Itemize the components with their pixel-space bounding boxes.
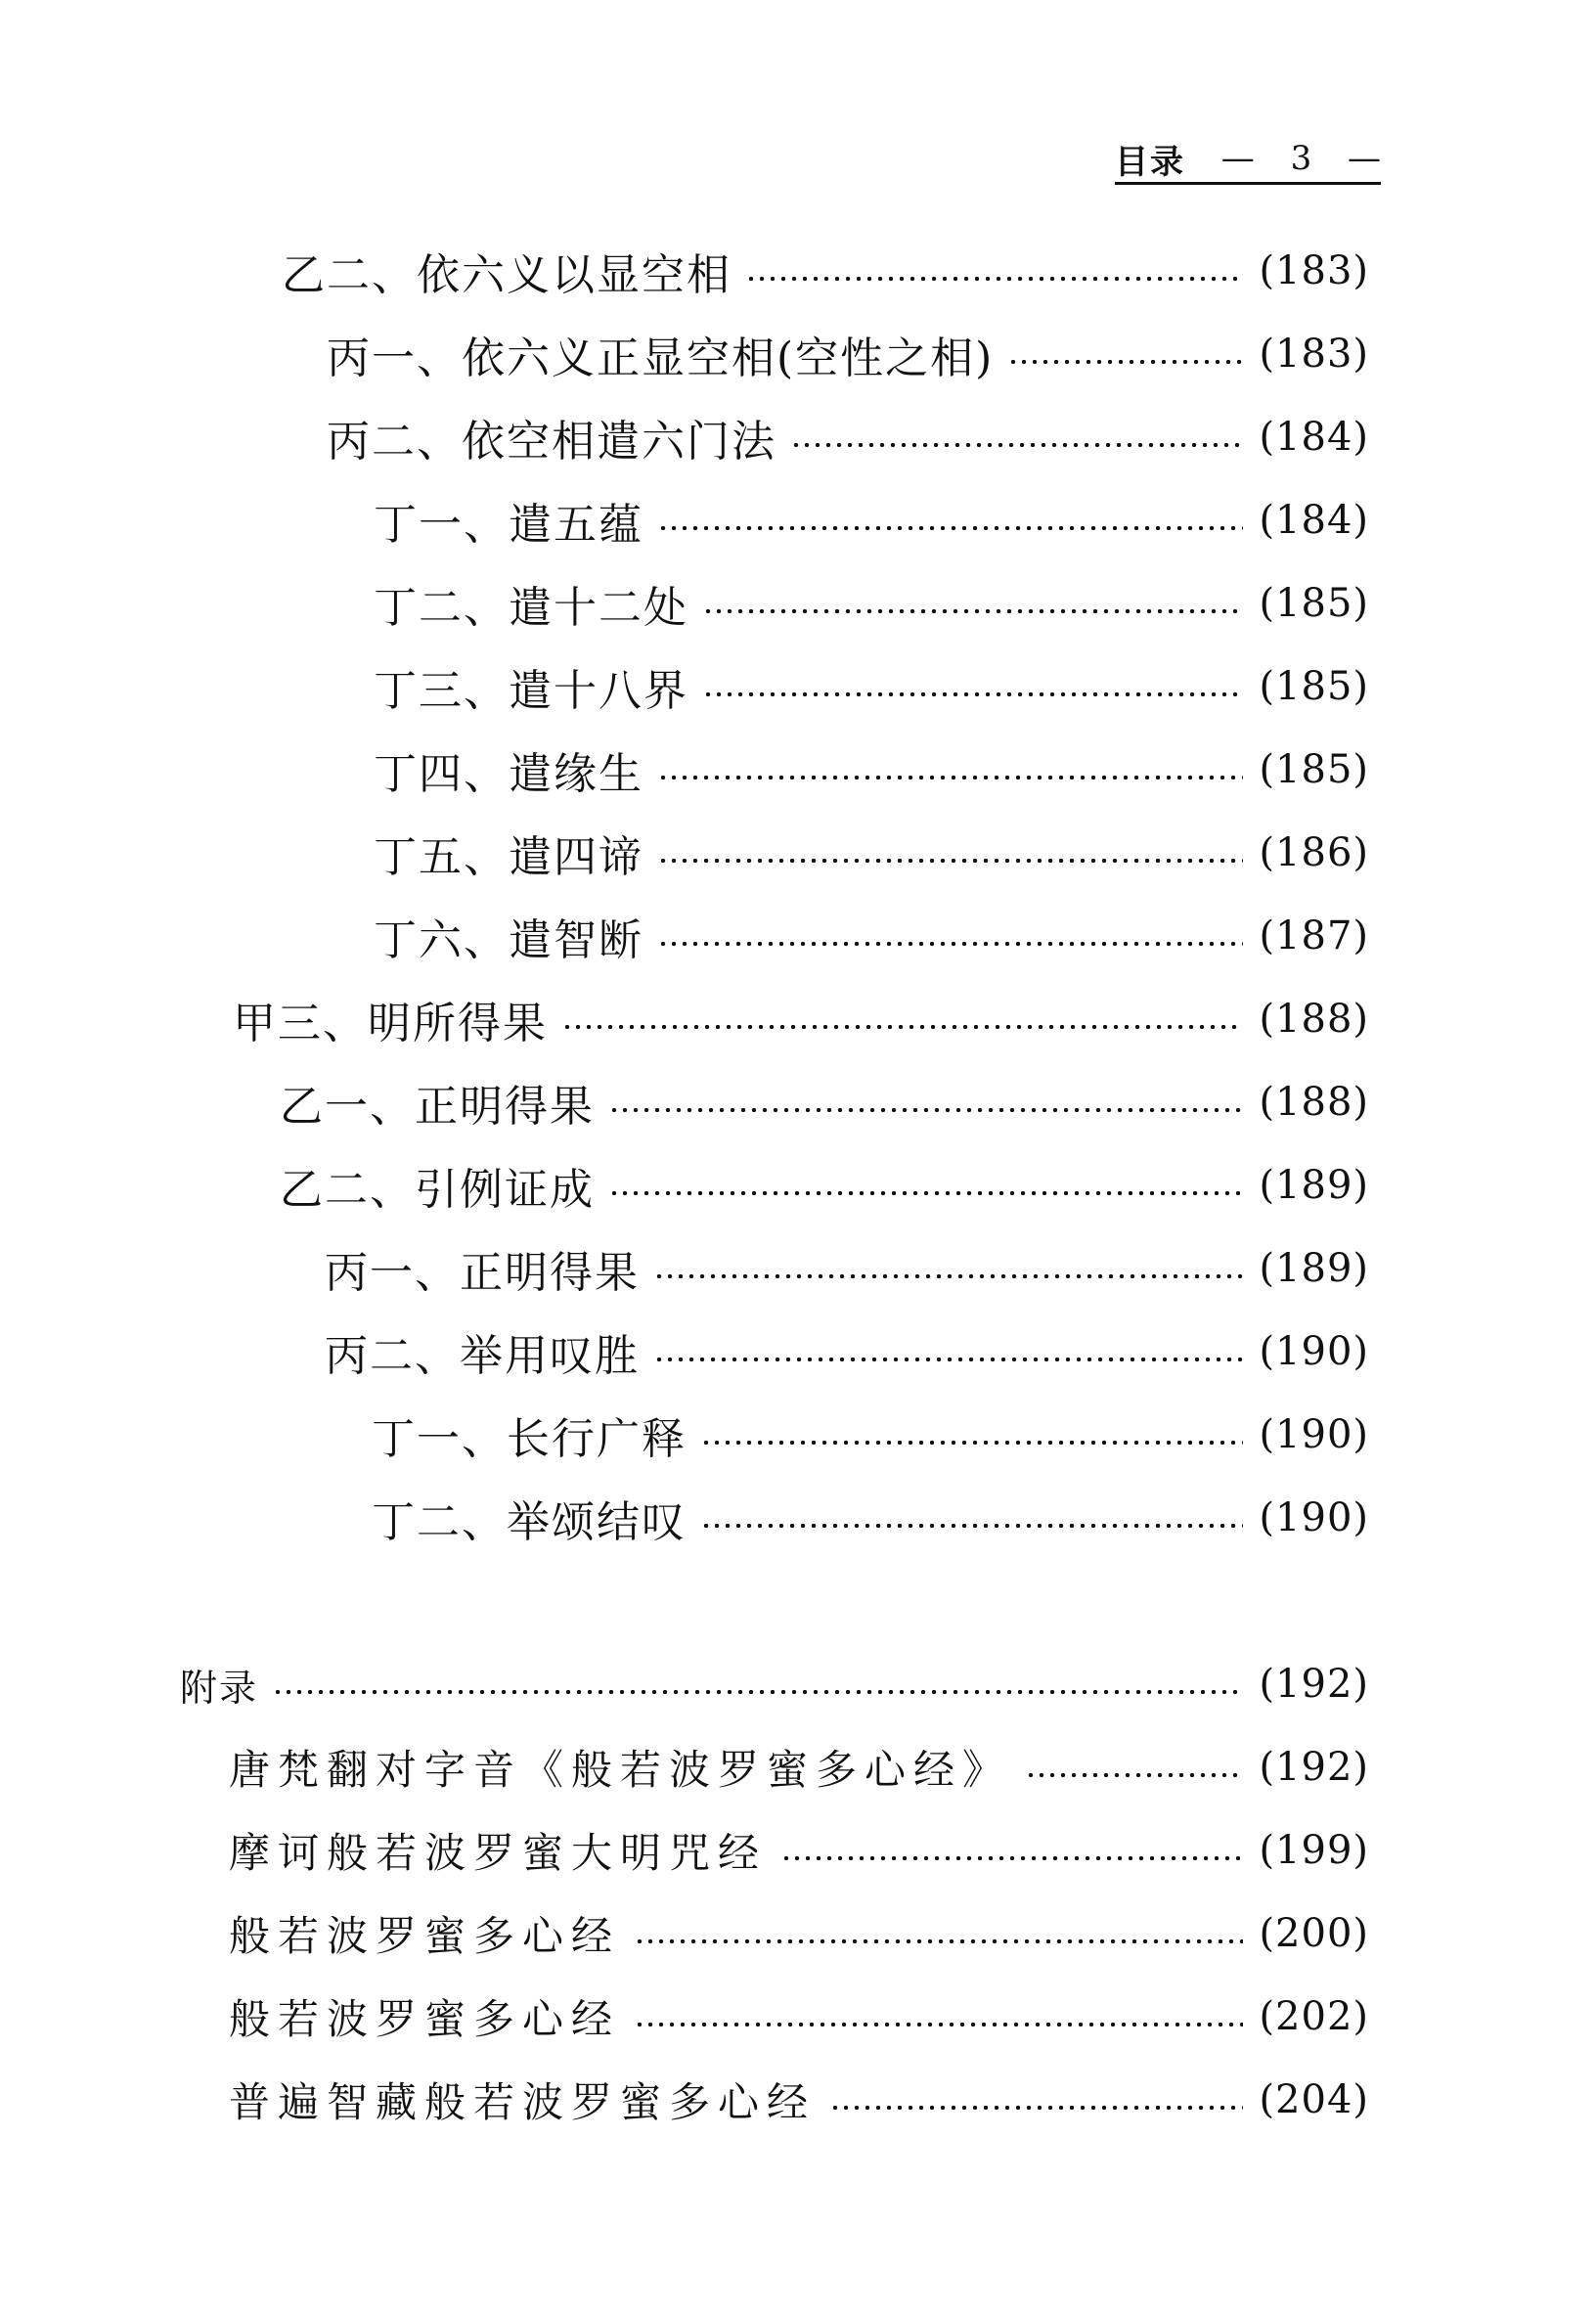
toc-appendix-item-label: 摩诃般若波罗蜜大明咒经 — [229, 1829, 768, 1877]
toc-dot-leader — [565, 1025, 1243, 1029]
toc-appendix-item-page: (192) — [1259, 1745, 1369, 1790]
toc-entry-label: 丙二、举用叹胜 — [325, 1331, 640, 1381]
toc-dot-leader — [612, 1191, 1243, 1195]
toc-dot-leader — [1029, 1773, 1243, 1777]
toc-dot-leader — [784, 1856, 1243, 1860]
toc-entry-label: 丁四、遣缘生 — [374, 749, 643, 799]
toc-dot-leader — [704, 1441, 1243, 1445]
toc-appendix-item[interactable] — [229, 1987, 1369, 2046]
toc-entry-page: (188) — [1259, 1080, 1369, 1125]
toc-entry-page: (185) — [1259, 664, 1369, 709]
toc-entry-page: (190) — [1259, 1495, 1369, 1540]
toc-entry-label: 乙二、引例证成 — [280, 1165, 595, 1215]
toc-appendix-page: (192) — [1259, 1662, 1369, 1707]
toc-entry[interactable] — [327, 408, 1369, 467]
toc-entry-page: (184) — [1259, 415, 1369, 460]
toc-entry-label: 丁一、遣五蕴 — [374, 500, 643, 550]
toc-dot-leader — [661, 526, 1243, 530]
toc-entry-label: 丁二、遣十二处 — [374, 583, 688, 633]
toc-entry-label: 丁六、遣智断 — [374, 915, 643, 965]
toc-entry[interactable] — [374, 574, 1369, 633]
toc-entry-label: 乙二、依六义以显空相 — [282, 250, 732, 300]
toc-dot-leader — [638, 1939, 1243, 1943]
toc-dot-leader — [833, 2106, 1243, 2110]
toc-appendix-item-page: (199) — [1259, 1828, 1369, 1873]
toc-dot-leader — [706, 692, 1243, 696]
toc-dot-leader — [638, 2023, 1243, 2026]
toc-appendix-item-page: (204) — [1259, 2077, 1369, 2122]
toc-entry[interactable] — [325, 1239, 1369, 1298]
running-head-title: 目录 — [1115, 142, 1185, 182]
toc-entry-page: (189) — [1259, 1163, 1369, 1208]
toc-entry-label: 丙一、正明得果 — [325, 1248, 640, 1298]
toc-entry-page: (185) — [1259, 581, 1369, 626]
toc-dot-leader — [704, 1524, 1243, 1528]
toc-entry[interactable] — [374, 491, 1369, 550]
toc-entry-page: (183) — [1259, 332, 1369, 377]
toc-entry[interactable] — [372, 1405, 1369, 1464]
toc-entry-label: 丙一、依六义正显空相(空性之相) — [327, 334, 995, 383]
toc-entry-page: (186) — [1259, 830, 1369, 875]
toc-entry-page: (187) — [1259, 913, 1369, 958]
toc-entry[interactable] — [325, 1322, 1369, 1381]
toc-appendix-heading[interactable] — [180, 1655, 1369, 1714]
toc-dot-leader — [657, 1358, 1243, 1361]
toc-entry-label: 丁五、遣四谛 — [374, 832, 643, 882]
toc-entry[interactable] — [374, 907, 1369, 965]
toc-dot-leader — [794, 443, 1243, 447]
toc-entry-page: (189) — [1259, 1246, 1369, 1291]
toc-entry-label: 丁三、遣十八界 — [374, 666, 688, 716]
running-head-page-number: 3 — [1290, 139, 1312, 178]
toc-entry[interactable] — [327, 325, 1369, 383]
toc-entry[interactable] — [280, 1156, 1369, 1215]
toc-appendix-item-label: 般若波罗蜜多心经 — [229, 1995, 621, 2043]
toc-dot-leader — [661, 859, 1243, 863]
toc-appendix-item[interactable] — [229, 1904, 1369, 1963]
toc-entry-label: 丁二、举颂结叹 — [372, 1497, 687, 1547]
toc-entry-page: (190) — [1259, 1329, 1369, 1374]
running-head-dash-left: — — [1220, 139, 1255, 178]
toc-entry[interactable] — [282, 242, 1369, 300]
toc-entry-label: 乙一、正明得果 — [280, 1082, 595, 1132]
toc-entry-label: 丁一、长行广释 — [372, 1414, 687, 1464]
toc-entry-page: (183) — [1259, 248, 1369, 293]
toc-appendix-item-label: 唐梵翻对字音《般若波罗蜜多心经》 — [229, 1746, 1012, 1794]
toc-entry[interactable] — [280, 1073, 1369, 1132]
toc-appendix-item-label: 普遍智藏般若波罗蜜多心经 — [229, 2078, 817, 2126]
toc-appendix-label: 附录 — [180, 1666, 259, 1710]
toc-appendix-item[interactable] — [229, 1738, 1369, 1797]
toc-dot-leader — [1011, 360, 1243, 364]
toc-appendix-item-page: (202) — [1259, 1994, 1369, 2039]
toc-entry-page: (188) — [1259, 997, 1369, 1042]
toc-appendix-item-label: 般若波罗蜜多心经 — [229, 1912, 621, 1960]
toc-entry[interactable] — [233, 990, 1369, 1048]
toc-dot-leader — [706, 609, 1243, 613]
toc-appendix-item[interactable] — [229, 2071, 1369, 2129]
toc-dot-leader — [657, 1274, 1243, 1278]
toc-entry-label: 丙二、依空相遣六门法 — [327, 417, 776, 467]
toc-dot-leader — [661, 776, 1243, 779]
toc-dot-leader — [612, 1108, 1243, 1112]
toc-appendix-item-page: (200) — [1259, 1911, 1369, 1956]
toc-dot-leader — [276, 1690, 1243, 1694]
toc-appendix-item[interactable] — [229, 1821, 1369, 1880]
toc-entry-page: (190) — [1259, 1412, 1369, 1457]
toc-dot-leader — [661, 942, 1243, 946]
toc-entry-page: (184) — [1259, 498, 1369, 543]
toc-entry[interactable] — [372, 1489, 1369, 1547]
toc-entry-label: 甲三、明所得果 — [233, 999, 548, 1048]
running-head-dash-right: — — [1347, 139, 1381, 178]
toc-entry-page: (185) — [1259, 747, 1369, 792]
toc-dot-leader — [749, 277, 1243, 281]
toc-entry[interactable] — [374, 824, 1369, 882]
toc-entry[interactable] — [374, 657, 1369, 716]
toc-entry[interactable] — [374, 740, 1369, 799]
